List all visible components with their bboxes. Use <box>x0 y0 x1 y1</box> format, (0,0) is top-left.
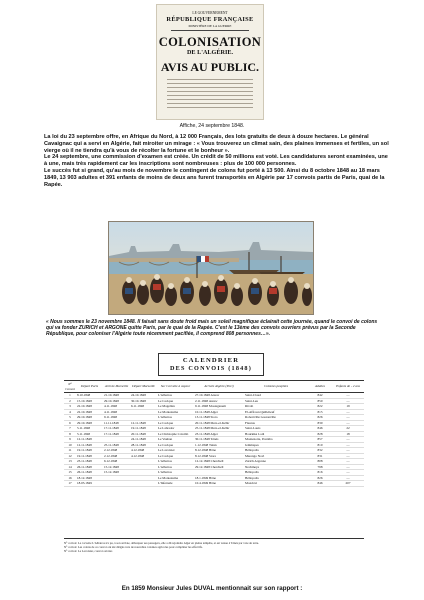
table-cell: 25.11.1848 Mers-el-Kébir <box>194 426 244 432</box>
table-cell: 15 <box>64 470 76 476</box>
table-cell: Saint-Cloud <box>244 393 308 399</box>
calendar-title <box>158 353 264 376</box>
table-header-cell: Adultes <box>308 381 332 393</box>
table-cell: 2.12.1848 <box>103 453 130 459</box>
table-cell: 815 <box>308 409 332 415</box>
table-cell: 9.11.1848 <box>103 415 130 421</box>
table-row <box>64 431 364 437</box>
table-cell: 18.1.1849 Bône <box>194 475 244 481</box>
table-row <box>64 426 364 432</box>
table-cell: Le Montezuma <box>157 409 194 415</box>
table-cell: 826 <box>308 475 332 481</box>
table-cell: 16 <box>64 475 76 481</box>
table-row <box>64 409 364 415</box>
table-cell: 29.12.1848 Cherchell <box>194 464 244 470</box>
table-cell: 19.11.1848 <box>130 426 157 432</box>
table-row <box>64 404 364 410</box>
intro-paragraph <box>44 134 390 188</box>
table-cell: Le Cacique <box>157 420 194 426</box>
table-cell: — <box>332 409 364 415</box>
table-cell: 29.10.1848 <box>76 420 103 426</box>
table-cell: El-Affroun Quillebeuf <box>244 409 308 415</box>
table-row <box>64 415 364 421</box>
table-cell: 17 <box>64 481 76 487</box>
table-header-cell: Départ Marseille <box>130 381 157 393</box>
poster-caption: Affiche, 24 septembre 1848. <box>179 123 245 129</box>
table-cell: L'Albatros <box>157 470 194 476</box>
table-header-cell: N° Convoi <box>65 382 75 391</box>
table-cell: 26.11.1848 <box>76 464 103 470</box>
table-cell: 26.11.1848 <box>76 470 103 476</box>
table-cell: 846 <box>308 481 332 487</box>
table-cell: 4 <box>64 409 76 415</box>
table-cell: 29.10.1848 <box>76 415 103 421</box>
table-cell: 9 <box>64 437 76 443</box>
table-cell: 17.11.1848 <box>103 431 130 437</box>
table-cell: — <box>332 437 364 443</box>
poster-line-3: MINISTÈRE DE LA GUERRE <box>188 24 232 28</box>
table-cell: 30.11.1848 Ténès <box>194 437 244 443</box>
table-cell: 207 <box>332 481 364 487</box>
table-row <box>64 481 364 487</box>
duval-report-line: En 1859 Monsieur Jules DUVAL mentionnait sur son rapport : <box>121 585 303 592</box>
table-cell: — <box>332 448 364 454</box>
table-cell: Le Cacique <box>157 398 194 404</box>
table-cell: — <box>332 398 364 404</box>
poster-fine-print <box>167 79 253 108</box>
table-cell: 12.11.1848 <box>76 442 103 448</box>
table-cell: 850 <box>308 398 332 404</box>
table-cell: Nechmeya <box>244 464 308 470</box>
table-cell: Le Montezuma <box>157 475 194 481</box>
table-cell: 857 <box>308 437 332 443</box>
table-row <box>64 448 364 454</box>
table-cell: Mondovi <box>244 481 308 487</box>
poster-subtitle: DE L'ALGÉRIE. <box>186 49 234 56</box>
table-cell: 10 <box>64 442 76 448</box>
table-cell: 6 <box>64 420 76 426</box>
table-cell: 24.10.1848 <box>130 393 157 399</box>
affiche-poster-image <box>156 4 264 120</box>
table-cell: 4.11.1848 <box>103 404 130 410</box>
table-cell: 2.11.1848 Arzew <box>194 398 244 404</box>
table-cell: 27.10.1848 Arzew <box>194 393 244 399</box>
table-row <box>64 453 364 459</box>
table-cell: Le Vauban <box>157 437 194 443</box>
table-cell: 22.10.1848 <box>76 409 103 415</box>
table-notes <box>64 538 364 553</box>
table-cell: 826 <box>308 415 332 421</box>
table-cell: 8.12.1848 Bône <box>194 448 244 454</box>
table-cell: L'Infernale <box>157 481 194 487</box>
table-cell: 3 <box>64 404 76 410</box>
table-cell: 19.11.1848 <box>76 448 103 454</box>
table-cell: 798 <box>308 464 332 470</box>
table-cell <box>130 481 157 487</box>
table-row <box>64 464 364 470</box>
table-cell: 4.12.1848 <box>130 453 157 459</box>
poster-line-2: RÉPUBLIQUE FRANÇAISE <box>166 16 254 23</box>
table-cell: 29.10.1848 <box>103 398 130 404</box>
table-cell: 8.10.1848 <box>76 393 103 399</box>
table-cell: Fleurus <box>244 420 308 426</box>
table-cell: Rivoli <box>244 404 308 410</box>
table-cell: Le Lavoisier <box>157 448 194 454</box>
table-cell: 5 <box>64 415 76 421</box>
table-cell: 12.12.1848 Cherchell <box>194 459 244 465</box>
convoy-calendar-table <box>64 380 364 487</box>
table-cell: 15.10.1848 <box>76 398 103 404</box>
table-cell: — <box>332 442 364 448</box>
table-cell: 22 <box>332 426 364 432</box>
table-cell: 18.03.1849 <box>76 481 103 487</box>
table-cell: — <box>332 459 364 465</box>
table-cell: Le Christophe Colomb <box>157 431 194 437</box>
table-cell: Héliopolis <box>244 475 308 481</box>
table-cell: 9.11.1848 Mostaganem <box>194 404 244 410</box>
table-cell: 13.11.1848 Stora <box>194 415 244 421</box>
table-cell: 1 <box>64 393 76 399</box>
table-cell: 5.11.1848 <box>76 431 103 437</box>
table-cell: 6.12.1848 <box>103 459 130 465</box>
table-cell: 830 <box>308 420 332 426</box>
table-cell: 18 <box>332 431 364 437</box>
table-cell: 12.11.1848 <box>130 420 157 426</box>
painting-illustration <box>109 222 313 314</box>
table-cell: 12 <box>64 453 76 459</box>
table-cell: 11 <box>64 448 76 454</box>
table-cell: Le Labrador <box>157 426 194 432</box>
table-cell: 22.10.1848 <box>76 404 103 410</box>
departure-painting <box>108 221 314 315</box>
table-cell: L'Albatros <box>157 415 194 421</box>
table-cell: Héliopolis <box>244 470 308 476</box>
table-cell: L'Albatros <box>157 393 194 399</box>
table-cell: 15.12.1848 <box>103 464 130 470</box>
table-note: N° convoi: La corvette L'Albatros n'a pu, à son arrivée, débarquer ses passagers, elle a dû rejoindre Alger en pleine tempête, et est venue à Ténès par voie de terre. <box>64 541 259 545</box>
convoy-quote: « Nous sommes le 23 novembre 1848. Il faisait sans doute froid mais un soleil magnifique éclairait cette journée, quand le convoi de colons qui va fonder ZURICH et ARGONE quitte Paris, par le quai de la Rapée. C'est le 13ème des convois ouvriers prévus par la Seconde République, pour coloniser l'Algérie toute récemment pacifiée, il comprend 808 personnes…». <box>46 319 378 338</box>
table-cell: — <box>332 475 364 481</box>
table-row <box>64 420 364 426</box>
table-cell: 18.12.1848 <box>76 475 103 481</box>
table-cell: Saint-Leu <box>244 398 308 404</box>
table-cell: 4.11.1848 <box>103 409 130 415</box>
table-cell: 10.4.1849 Bône <box>194 481 244 487</box>
table-cell: 25.11.1848 <box>103 442 130 448</box>
table-row <box>64 398 364 404</box>
table-cell: 6.11.1848 <box>130 404 157 410</box>
table-cell: 8 <box>64 431 76 437</box>
table-cell: 832 <box>308 448 332 454</box>
table-cell: 20.11.1848 <box>130 431 157 437</box>
table-cell: 19 <box>332 404 364 410</box>
table-cell: L'Albatros <box>157 464 194 470</box>
table-cell: Saint-Louis <box>244 426 308 432</box>
table-cell: 10.11.1848 Alger <box>194 409 244 415</box>
table-cell: 15.12.1848 <box>103 470 130 476</box>
table-cell: — <box>332 420 364 426</box>
table-cell: 20.11.1848 Mers-el-Kébir <box>194 420 244 426</box>
table-cell: — <box>332 393 364 399</box>
table-row <box>64 442 364 448</box>
table-cell: 17.11.1848 <box>103 426 130 432</box>
table-cell: Le Magellan <box>157 404 194 410</box>
table-cell: Jemmapes <box>244 442 308 448</box>
table-cell: Bourkika Lodi <box>244 431 308 437</box>
table-note: N° convoi: Les colons de ce convoi ont été dirigés vers de nouvelles colonies agricoles pour compléter les effectifs. <box>64 545 203 549</box>
table-cell: 2 <box>64 398 76 404</box>
table-cell: L'Albatros <box>157 459 194 465</box>
table-cell: — <box>332 470 364 476</box>
poster-title: COLONISATION <box>158 35 262 49</box>
table-cell: 23.11.1848 Alger <box>194 431 244 437</box>
table-cell: — <box>332 415 364 421</box>
table-cell: 810 <box>308 442 332 448</box>
table-header-cell: Colonies peuplées <box>244 381 308 393</box>
table-cell: 4.12.1848 <box>130 448 157 454</box>
table-cell: Robertville Gastonville <box>244 415 308 421</box>
table-cell: 822 <box>308 404 332 410</box>
table-cell: Marengo Novi <box>244 453 308 459</box>
table-cell: 842 <box>308 393 332 399</box>
table-cell: — <box>332 464 364 470</box>
table-cell: 12.11.1848 <box>76 437 103 443</box>
table-cell: 14 <box>64 464 76 470</box>
table-cell: 24.11.1848 <box>130 437 157 443</box>
table-header-cell: Arrivée Algérie (Port) <box>194 381 244 393</box>
calendar-title-line-1: CALENDRIER <box>182 357 240 364</box>
table-row <box>64 393 364 399</box>
table-cell: 808 <box>308 459 332 465</box>
table-header-cell: Arrivée Marseille <box>103 381 130 393</box>
calendar-title-line-2: DES CONVOIS (1848) <box>170 365 252 372</box>
table-header-cell: Départ Paris <box>76 381 103 393</box>
table-cell: Montenotte, Pontéba <box>244 437 308 443</box>
table-cell: 831 <box>308 453 332 459</box>
table-cell: 11.11.1848 <box>103 420 130 426</box>
table-header-cell: Sur Corvette à vapeur <box>157 381 194 393</box>
table-cell: — <box>332 453 364 459</box>
table-cell: 846 <box>308 426 332 432</box>
table-cell: 7 <box>64 426 76 432</box>
intro-text-3: Le succès fut si grand, qu'au mois de novembre le contingent de colons fut porté à 13 500. Ainsi du 8 octobre 1848 au 18 mars 1849, 13 903 adultes et 391 enfants de moins de deux ans furent transportés en Algérie par 17 convois partis de Paris, quai de la Rapée. <box>44 167 385 188</box>
intro-text-2: Le 24 septembre, une commission d'examen est créée. Un crédit de 50 millions est voté. Les candidatures seront examinées, une à une, mais très rapidement car les inscriptions sont nombreuses : plus de 100 000 personnes. <box>44 154 388 168</box>
table-cell: 8.12.1848 Stora <box>194 453 244 459</box>
table-cell: 13 <box>64 459 76 465</box>
table-header-row <box>64 381 364 393</box>
poster-line-1: LE GOUVERNEMENT <box>192 11 228 15</box>
table-cell: Héliopolis <box>244 448 308 454</box>
table-cell: 2.12.1848 <box>103 448 130 454</box>
table-row <box>64 459 364 465</box>
table-cell: 5.11.1848 <box>76 426 103 432</box>
table-cell: 828 <box>308 431 332 437</box>
table-cell: 30.10.1848 <box>130 398 157 404</box>
table-note: N° convoi: Le Lavoisier, convoi ouvrier. <box>64 549 113 553</box>
table-cell: Le Cacique <box>157 442 194 448</box>
table-cell: 23.11.1848 <box>76 459 103 465</box>
table-header-cell: Enfants de - 2 ans <box>332 381 364 393</box>
table-cell: Zurich Argonne <box>244 459 308 465</box>
poster-rule <box>171 30 249 31</box>
table-cell: 19.11.1848 <box>76 453 103 459</box>
intro-text-1: La loi du 23 septembre offre, en Afrique du Nord, à 12 000 Français, des lots gratuits de deux à douze hectares. Le général Cavaignac qui a servi en Algérie, fait miroiter un mirage : « Vous trouverez un climat sain, des plaines immenses et fertiles, un sol vierge où il ne tiendra qu'à vous de récolter la fortune et le bonheur ». <box>44 134 389 154</box>
table-cell <box>103 481 130 487</box>
table-cell: Le Cacique <box>157 453 194 459</box>
table-cell: 1.12.1848 Ténès <box>194 442 244 448</box>
table-cell: 816 <box>308 470 332 476</box>
table-cell: 28.11.1848 <box>130 442 157 448</box>
poster-heading: AVIS AU PUBLIC. <box>160 60 260 74</box>
table-cell: 21.10.1848 <box>103 393 130 399</box>
